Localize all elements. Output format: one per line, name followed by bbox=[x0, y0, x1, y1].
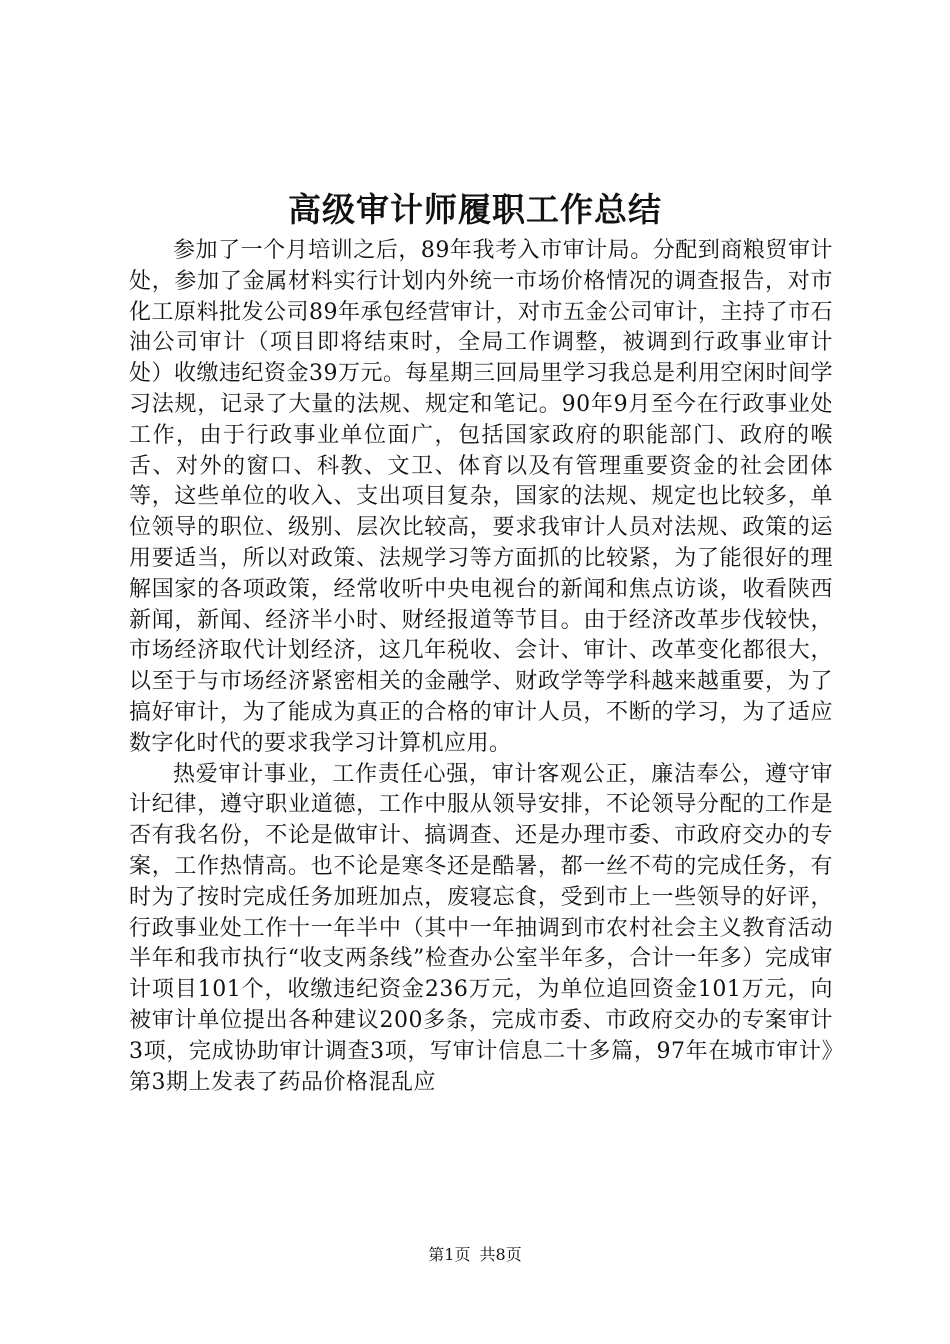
paragraph-2: 热爱审计事业，工作责任心强，审计客观公正，廉洁奉公，遵守审计纪律，遵守职业道德，工作中服从领导安排，不论领导分配的工作是否有我名份，不论是做审计、搞调查、还是办理市委、市政府交办的专案，工作热情高。也不论是寒冬还是酷暑，都一丝不苟的完成任务，有时为了按时完成任务加班加点，废寝忘食，受到市上一些领导的好评，行政事业处工作十一年半中（其中一年抽调到市农村社会主义教育活动半年和我市执行“收支两条线”检查办公室半年多，合计一年多）完成审计项目101个，收缴违纪资金236万元，为单位追回资金101万元，向被审计单位提出各种建议200多条，完成市委、市政府交办的专案审计3项，完成协助审计调查3项，写审计信息二十多篇，97年在城市审计》第3期上发表了药品价格混乱应 bbox=[129, 761, 833, 1095]
document-body bbox=[129, 236, 833, 1098]
page-total: 共8页 bbox=[479, 1245, 522, 1264]
paragraph-1: 参加了一个月培训之后，89年我考入市审计局。分配到商粮贸审计处，参加了金属材料实行计划内外统一市场价格情况的调查报告，对市化工原料批发公司89年承包经营审计，对市五金公司审计，主持了市石油公司审计（项目即将结束时，全局工作调整，被调到行政事业审计处）收缴违纪资金39万元。每星期三回局里学习我总是利用空闲时间学习法规，记录了大量的法规、规定和笔记。90年9月至今在行政事业处工作，由于行政事业单位面广，包括国家政府的职能部门、政府的喉舌、对外的窗口、科教、文卫、体育以及有管理重要资金的社会团体等，这些单位的收入、支出项目复杂，国家的法规、规定也比较多，单位领导的职位、级别、层次比较高，要求我审计人员对法规、政策的运用要适当，所以对政策、法规学习等方面抓的比较紧，为了能很好的理解国家的各项政策，经常收听中央电视台的新闻和焦点访谈，收看陕西新闻，新闻、经济半小时、财经报道等节目。由于经济改革步伐较快，市场经济取代计划经济，这几年税收、会计、审计、改革变化都很大，以至于与市场经济紧密相关的金融学、财政学等学科越来越重要，为了搞好审计，为了能成为真正的合格的审计人员，不断的学习，为了适应数字化时代的要求我学习计算机应用。 bbox=[129, 238, 833, 756]
page-footer bbox=[0, 1243, 950, 1267]
page-number: 第1页 bbox=[428, 1245, 471, 1264]
document-title: 高级审计师履职工作总结 bbox=[288, 190, 662, 229]
